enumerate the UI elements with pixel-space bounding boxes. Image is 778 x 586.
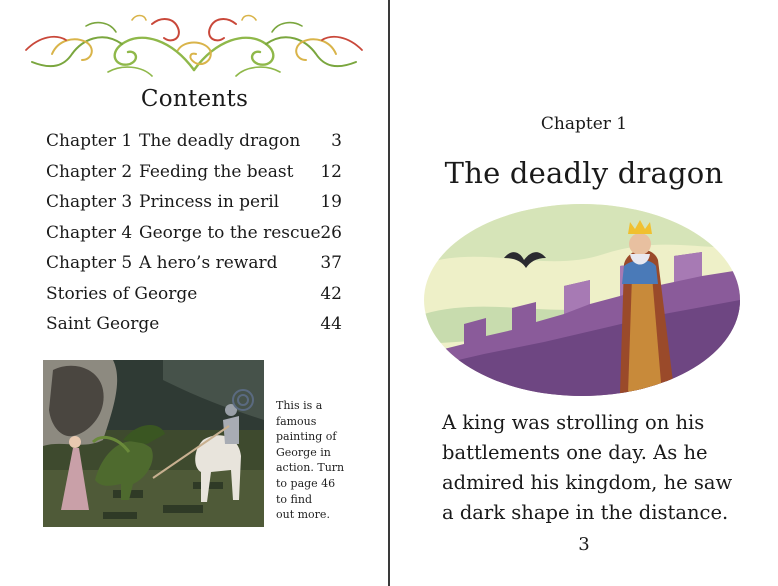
caption-line: famous: [276, 414, 317, 428]
toc-entry[interactable]: [46, 279, 342, 310]
toc-chapter-label: Chapter 5: [46, 253, 133, 273]
story-text: [442, 408, 772, 528]
painting-caption: [276, 398, 360, 523]
caption-line: to find: [276, 492, 313, 506]
toc-chapter-label: Chapter 4: [46, 222, 133, 243]
toc-entry[interactable]: [46, 309, 342, 340]
chapter-label: Chapter 1: [540, 114, 628, 134]
toc-entry[interactable]: [46, 126, 342, 157]
decorative-dragon-ornament: [12, 10, 376, 82]
page-number: 3: [578, 534, 590, 555]
toc-entry[interactable]: [46, 248, 342, 279]
toc-chapter-label: Chapter 3: [46, 192, 133, 212]
king-on-battlements-illustration: [424, 204, 740, 396]
story-line: battlements one day. As he: [442, 441, 708, 464]
contents-heading: Contents: [140, 86, 249, 112]
caption-line: painting of: [276, 430, 337, 444]
toc-chapter-label: Chapter 2: [46, 161, 133, 182]
caption-line: to page 46: [276, 476, 336, 490]
caption-line: George in: [276, 445, 331, 459]
toc-entry[interactable]: [46, 218, 342, 249]
toc-entry[interactable]: [46, 157, 342, 188]
toc-entry[interactable]: [46, 187, 342, 218]
toc-page-number: 12: [320, 161, 342, 182]
caption-line: out more.: [276, 508, 330, 522]
story-line: A king was strolling on his: [442, 411, 705, 434]
toc-chapter-title: Princess in peril: [139, 192, 280, 212]
story-line: admired his kingdom, he saw: [442, 471, 733, 494]
table-of-contents: [46, 126, 342, 340]
toc-chapter-title: George to the rescue: [139, 222, 321, 243]
toc-page-number: 44: [320, 314, 342, 334]
toc-page-number: 3: [331, 131, 342, 151]
caption-line: This is a: [276, 399, 323, 412]
toc-page-number: 19: [320, 192, 342, 212]
toc-page-number: 26: [320, 222, 342, 243]
toc-chapter-title: Feeding the beast: [139, 161, 294, 182]
toc-page-number: 42: [320, 283, 342, 304]
saint-george-painting: [43, 360, 264, 527]
caption-line: action. Turn: [276, 461, 345, 475]
right-page: [390, 0, 778, 586]
story-line: a dark shape in the distance.: [442, 501, 729, 524]
chapter-title: The deadly dragon: [444, 156, 724, 190]
toc-section-title: Stories of George: [46, 283, 198, 304]
toc-page-number: 37: [320, 253, 342, 273]
toc-section-title: Saint George: [46, 314, 160, 334]
toc-chapter-title: The deadly dragon: [139, 131, 301, 151]
toc-chapter-label: Chapter 1: [46, 131, 133, 151]
toc-chapter-title: A hero’s reward: [139, 253, 278, 273]
